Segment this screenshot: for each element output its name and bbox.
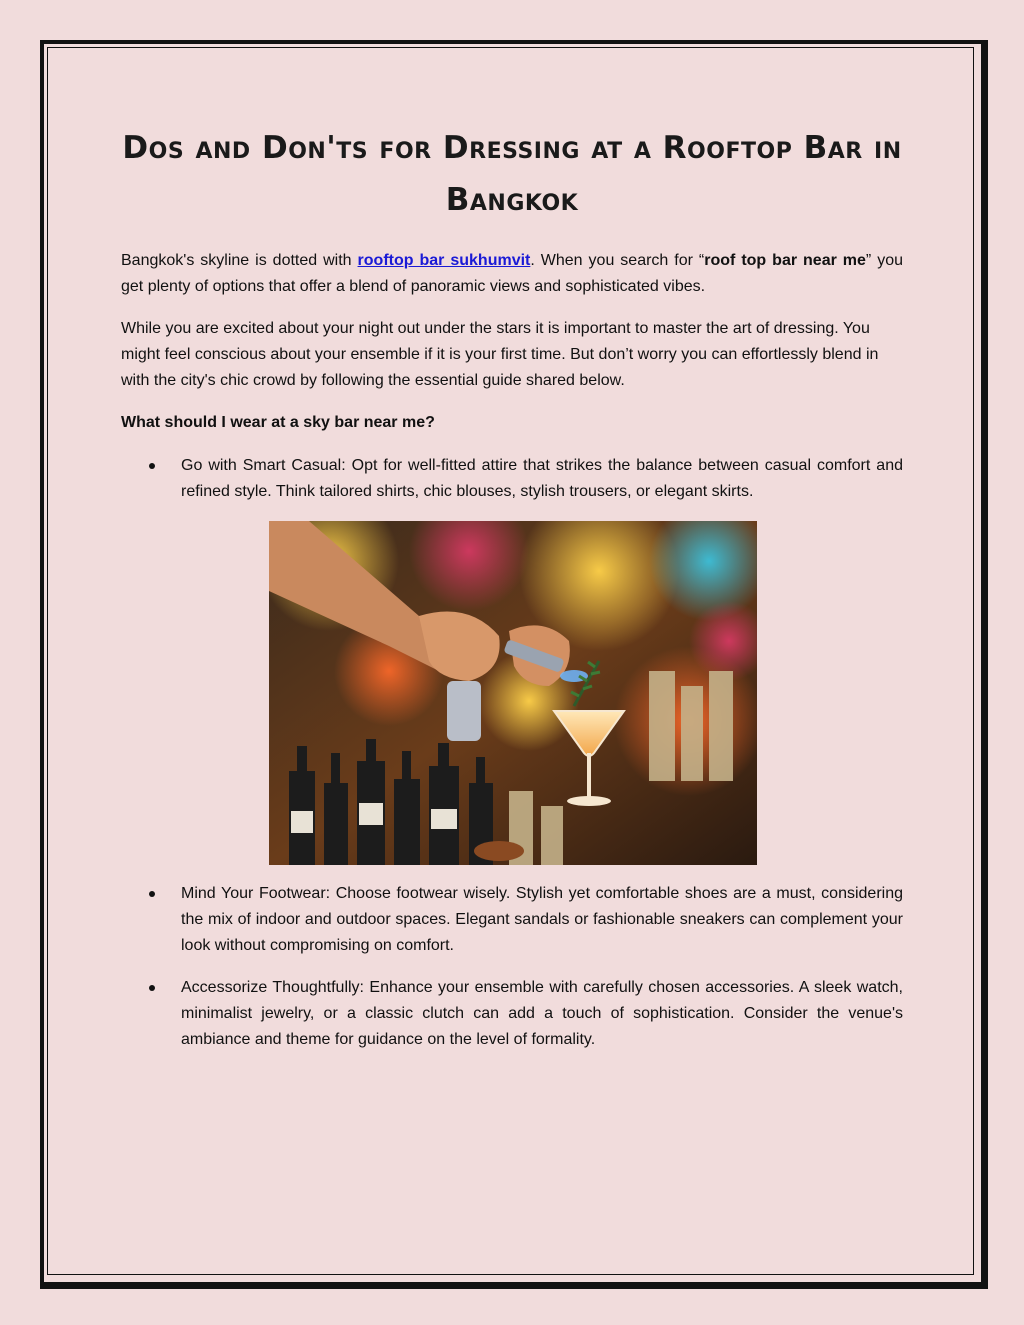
tips-list <box>121 453 903 505</box>
dressing-paragraph: While you are excited about your night out under the stars it is important to master the art of dressing. You might feel conscious about your ensemble if it is your first time. But don’t worry you can effortlessly blend in with the city's chic crowd by following the essential guide shared below. <box>121 320 879 389</box>
intro-text-end: ” you get plenty of options that offer a blend of panoramic views and sophisticated vibes. <box>121 252 904 295</box>
rooftop-bar-sukhumvit-link[interactable]: rooftop bar sukhumvit <box>357 252 531 269</box>
intro-text-after-link: . When you search for “ <box>530 252 705 269</box>
list-item <box>121 453 903 505</box>
list-item-text: Accessorize Thoughtfully: Enhance your ensemble with carefully chosen accessories. A sleek watch, minimalist jewelry, or a classic clutch can add a touch of sophistication. Consider the venue's ambiance and theme for guidance on the level of formality. <box>181 979 903 1048</box>
document-body <box>121 248 903 1069</box>
section-heading: What should I wear at a sky bar near me? <box>121 414 435 431</box>
list-item-text: Mind Your Footwear: Choose footwear wisely. Stylish yet comfortable shoes are a must, considering the mix of indoor and outdoor spaces. Elegant sandals or fashionable sneakers can complement your look without compromising on comfort. <box>181 885 903 954</box>
list-item <box>121 881 903 959</box>
list-item-text: Go with Smart Casual: Opt for well-fitted attire that strikes the balance between casual comfort and refined style. Think tailored shirts, chic blouses, stylish trousers, or elegant skirts. <box>181 457 903 500</box>
intro-text-before-link: Bangkok's skyline is dotted with <box>121 252 358 269</box>
tips-list-continued <box>121 881 903 1053</box>
bullet-icon <box>149 891 155 897</box>
bullet-icon <box>149 985 155 991</box>
bullet-icon <box>149 463 155 469</box>
bartender-cocktail-photo <box>269 521 757 865</box>
bold-search-query: roof top bar near me <box>704 252 866 269</box>
list-item <box>121 975 903 1053</box>
document-title: Dos and Don'ts for Dressing at a Rooftop Bar in Bangkok <box>122 130 902 218</box>
intro-paragraph <box>121 248 903 300</box>
